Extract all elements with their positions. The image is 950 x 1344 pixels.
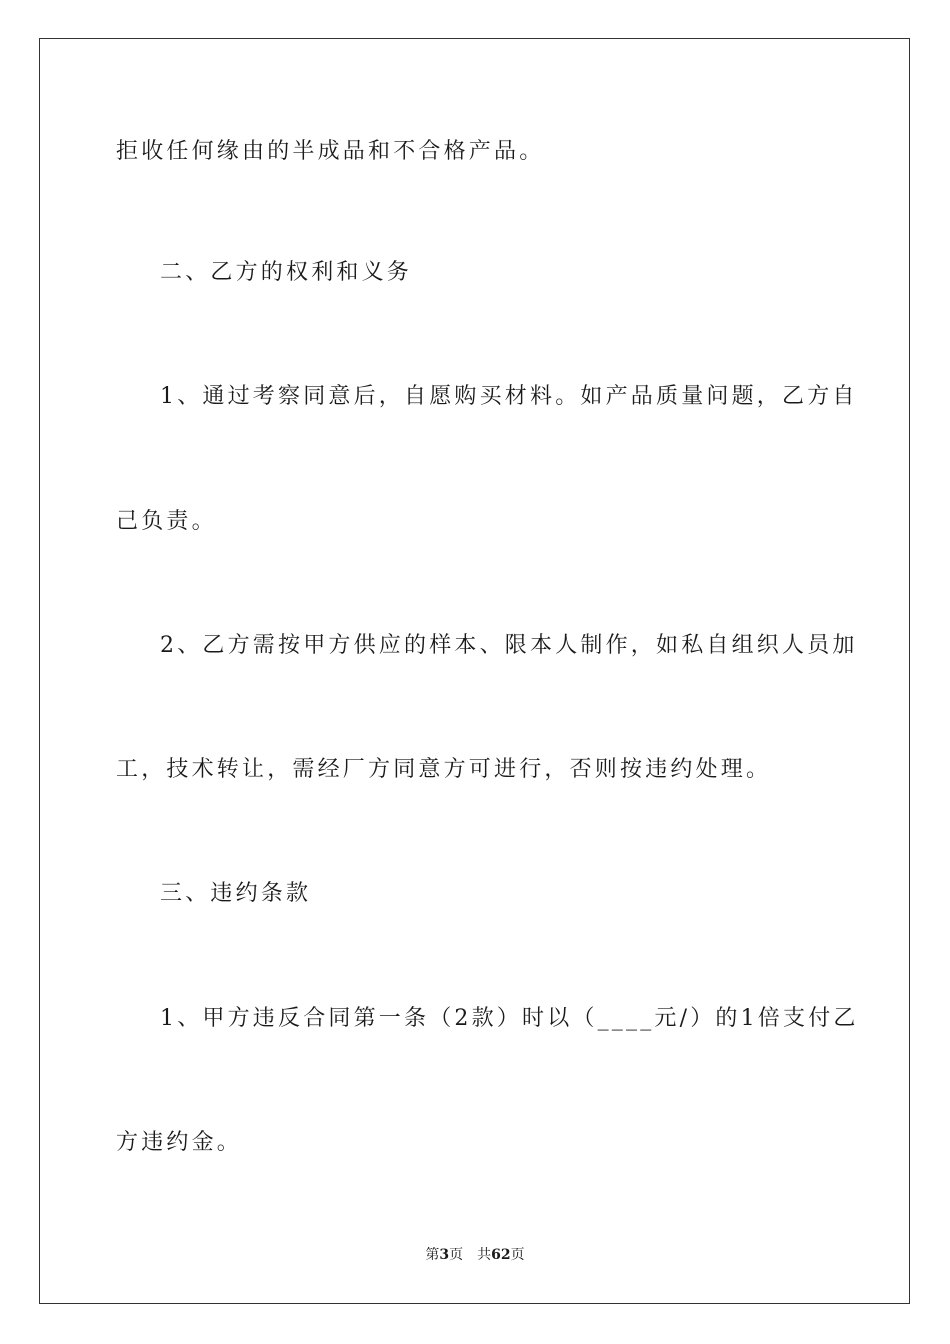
footer-page-suffix: 页 [449,1247,464,1263]
footer-total-pages: 62 [491,1247,511,1263]
page-border [39,38,910,1304]
section-heading: 二、乙方的权利和义务 [160,260,413,285]
paragraph-line: 己负责。 [116,509,217,534]
section-heading: 三、违约条款 [160,881,312,906]
paragraph-line: 工，技术转让，需经厂方同意方可进行，否则按违约处理。 [116,757,772,782]
footer-page-prefix: 第 [425,1247,440,1263]
page-footer [0,1245,950,1265]
footer-total-prefix: 共 [477,1247,492,1263]
footer-total-suffix: 页 [510,1247,525,1263]
footer-page-number: 3 [439,1247,450,1263]
paragraph-line: 拒收任何缘由的半成品和不合格产品。 [116,139,545,164]
paragraph-line: 1、通过考察同意后，自愿购买材料。如产品质量问题，乙方自 [160,384,858,409]
paragraph-line: 1、甲方违反合同第一条（2款）时以（____元/）的1倍支付乙 [160,1006,859,1031]
paragraph-line: 2、乙方需按甲方供应的样本、限本人制作，如私自组织人员加 [160,633,858,658]
paragraph-line: 方违约金。 [116,1130,243,1155]
